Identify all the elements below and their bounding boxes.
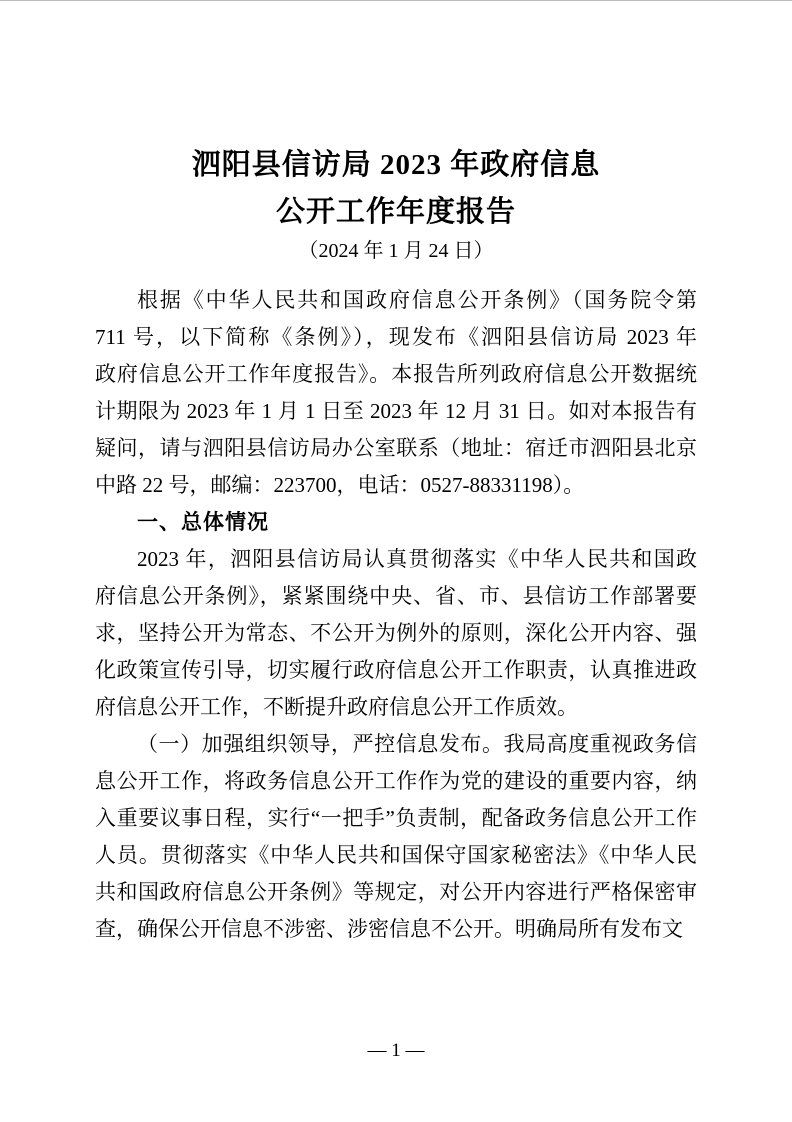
text-line: （一）加强组织领导，严控信息发布。我局高度重视政务信	[137, 732, 697, 756]
text-line: 711 号，以下简称《条例》），现发布《泗阳县信访局 2023 年	[95, 325, 697, 349]
text-line: 息公开工作，将政务信息公开工作作为党的建设的重要内容，纳	[95, 769, 697, 793]
document-title-line-1: 泗阳县信访局 2023 年政府信息	[191, 149, 601, 181]
document-title	[0, 142, 792, 236]
paragraph	[95, 726, 697, 948]
text-line: 根据《中华人民共和国政府信息公开条例》（国务院令第	[137, 288, 697, 312]
document-body	[95, 282, 697, 948]
text-line: 府信息公开工作，不断提升政府信息公开工作质效。	[95, 695, 578, 719]
document-date: （2024 年 1 月 24 日）	[298, 240, 494, 262]
text-line: 人员。贯彻落实《中华人民共和国保守国家秘密法》《中华人民	[95, 843, 697, 867]
paragraph	[95, 282, 697, 504]
text-line: 府信息公开条例》，紧紧围绕中央、省、市、县信访工作部署要	[95, 584, 697, 608]
text-line: 化政策宣传引导，切实履行政府信息公开工作职责，认真推进政	[95, 658, 697, 682]
document-title-line-2: 公开工作年度报告	[275, 196, 516, 228]
text-line: 入重要议事日程，实行“一把手”负责制，配备政务信息公开工作	[95, 806, 697, 830]
text-line: 查，确保公开信息不涉密、涉密信息不公开。明确局所有发布文	[95, 917, 683, 941]
text-line: 求，坚持公开为常态、不公开为例外的原则，深化公开内容、强	[95, 621, 697, 645]
text-line: 中路 22 号，邮编：223700，电话：0527-88331198）。	[95, 473, 585, 497]
text-line: 共和国政府信息公开条例》等规定，对公开内容进行严格保密审	[95, 880, 697, 904]
text-line: 2023 年，泗阳县信访局认真贯彻落实《中华人民共和国政	[137, 547, 697, 571]
paragraph	[95, 541, 697, 726]
text-line: 政府信息公开工作年度报告》。本报告所列政府信息公开数据统	[95, 362, 697, 386]
section-heading: 一、总体情况	[137, 511, 269, 534]
text-line: 疑问，请与泗阳县信访局办公室联系（地址：宿迁市泗阳县北京	[95, 436, 697, 460]
text-line: 计期限为 2023 年 1 月 1 日至 2023 年 12 月 31 日。如对本报告有	[95, 399, 697, 423]
page-number: — 1 —	[367, 1040, 425, 1061]
